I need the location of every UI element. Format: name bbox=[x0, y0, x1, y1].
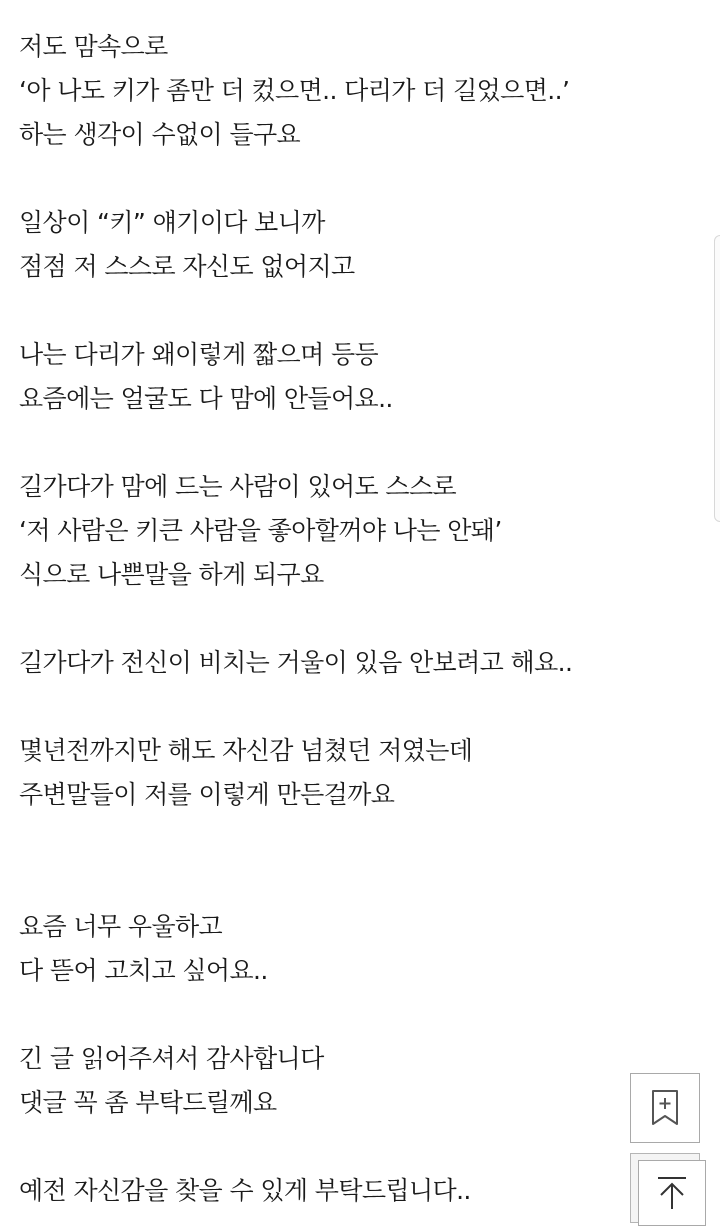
paragraph-gap bbox=[19, 685, 619, 729]
post-text-line: 하는 생각이 수없이 들구요 bbox=[19, 120, 301, 149]
post-text-line: 다 뜯어 고치고 싶어요.. bbox=[19, 956, 268, 985]
post-text-line: 점점 저 스스로 자신도 없어지고 bbox=[19, 252, 355, 281]
post-text-line: 길가다가 전신이 비치는 거울이 있음 안보려고 해요.. bbox=[19, 648, 573, 677]
paragraph-gap bbox=[19, 817, 619, 905]
post-text-line: ‘저 사람은 키큰 사람을 좋아할꺼야 나는 안돼’ bbox=[19, 516, 502, 545]
arrow-up-to-top-icon bbox=[656, 1176, 688, 1210]
bookmark-button[interactable] bbox=[630, 1073, 700, 1143]
post-text-line: 식으로 나쁜말을 하게 되구요 bbox=[19, 560, 324, 589]
post-text-line: 길가다가 맘에 드는 사람이 있어도 스스로 bbox=[19, 472, 457, 501]
post-text-line: 일상이 “키” 얘기이다 보니까 bbox=[19, 208, 325, 237]
post-text-line: 저도 맘속으로 bbox=[19, 32, 168, 61]
post-text-line: 예전 자신감을 찾을 수 있게 부탁드립니다.. bbox=[19, 1176, 471, 1205]
post-text-line: 몇년전까지만 해도 자신감 넘쳤던 저였는데 bbox=[19, 736, 473, 765]
paragraph-gap bbox=[19, 1125, 619, 1169]
post-text-line: 나는 다리가 왜이렇게 짧으며 등등 bbox=[19, 340, 379, 369]
paragraph-gap bbox=[19, 421, 619, 465]
bookmark-plus-icon bbox=[650, 1089, 680, 1127]
paragraph-gap bbox=[19, 157, 619, 201]
post-text-line: 요즘 너무 우울하고 bbox=[19, 912, 223, 941]
scroll-to-top-button[interactable] bbox=[638, 1160, 706, 1226]
post-text-line: 요즘에는 얼굴도 다 맘에 안들어요.. bbox=[19, 384, 393, 413]
post-text-line: ‘아 나도 키가 좀만 더 컸으면.. 다리가 더 길었으면..’ bbox=[19, 76, 570, 105]
post-text-line: 주변말들이 저를 이렇게 만든걸까요 bbox=[19, 780, 395, 809]
paragraph-gap bbox=[19, 289, 619, 333]
paragraph-gap bbox=[19, 993, 619, 1037]
post-text-line: 긴 글 읽어주셔서 감사합니다 bbox=[19, 1044, 324, 1073]
post-body bbox=[19, 25, 619, 1213]
post-text-line: 댓글 꼭 좀 부탁드릴께요 bbox=[19, 1088, 277, 1117]
paragraph-gap bbox=[19, 597, 619, 641]
scrollbar[interactable] bbox=[714, 235, 720, 522]
